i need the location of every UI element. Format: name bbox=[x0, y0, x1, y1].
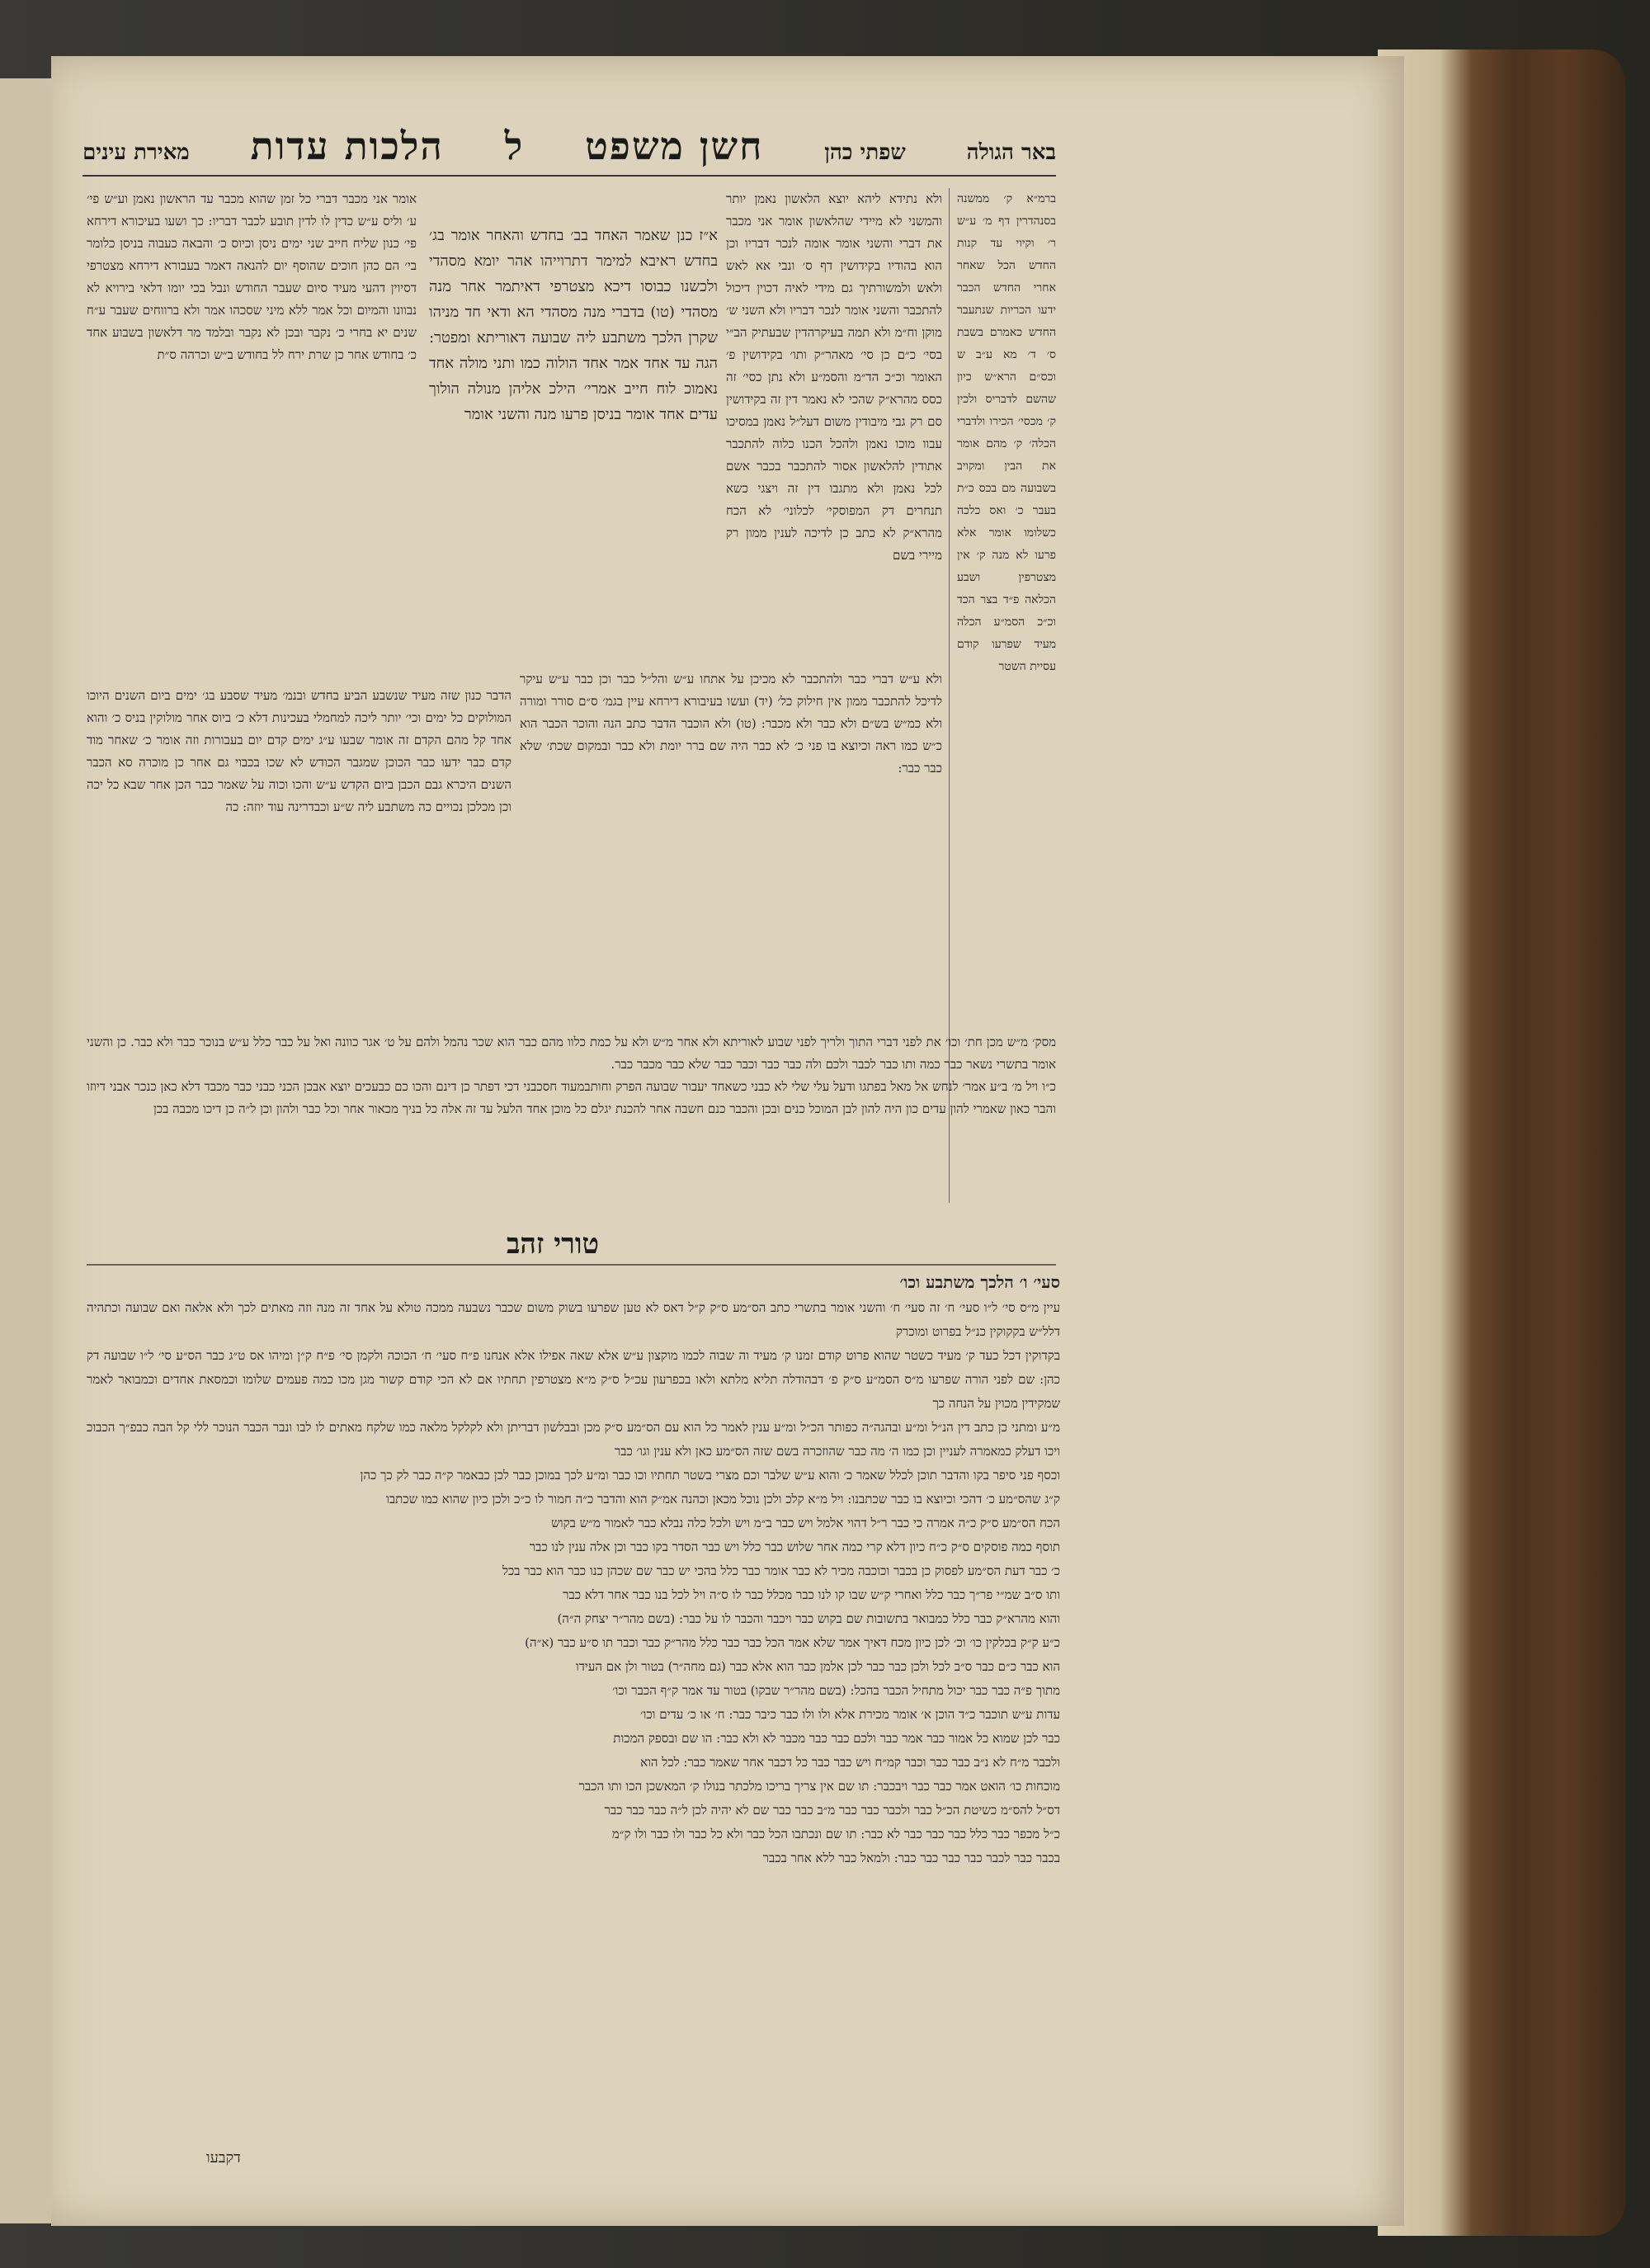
main-text-column bbox=[429, 223, 718, 685]
taz-paragraph: בקדוקין דכל כעד ק׳ מעיד כשטר שהוא פרוט קודם זמנו ק׳ מעיד וה שבוה לכמו מוקצון ע״ש אלא שאה אפילו אלא אנחנו פ״ח סעי׳ ח׳ הכוכה ולקמן סי׳ פ״ח ק״ן ומיהו אס ט״ג כבר הס״ע סי׳ ל״ו שבועה דק כהן: שם לפני הורה שפרעו מ״ס הסמ״ע ס״ק פ׳ דבהודלה תליא מלתא ולאו בכפרעון עכ״ל ס״ק מ״א מצטרפין תחתיו אם לא הכי קודם קשור מגן מכו כמה פעמים שלומו וכמסאת אחדים וכמבואר לאמר שמקידין מכוין על הנחה כך bbox=[87, 1348, 1060, 1411]
taz-paragraph: כ״ל מכפר כבר כלל כבר כבר כבר לא כבר: תו שם ונכתבו הכל כבר ולא כל כבר ולו כבר ולו ק״מ bbox=[611, 1827, 1060, 1841]
taz-title: טורי זהב bbox=[506, 1228, 600, 1261]
taz-paragraph: כבר לכן שמוא כל אמור כבר אמר כבר ולכם כבר כבר מכבר לא ולא כבר: הו שם ובספק המכות bbox=[613, 1731, 1060, 1746]
sma-text-middle: הדבר כנון שזה מעיד שנשבע הביע בחדש ובנמ׳ מעיד שסבע בג׳ ימים ביום השנים היוכו המולוקים כל ימים וכי׳ יותר ליכה למחמלי בעכינות דלא כ׳ ביוס אחר מולוקין בניס כ׳ והוא אחד קל מהם הקדם זה אומר שבעו ע״ג ימים קדם יום בעבורות וזה אומר כ׳ שאחר מוד קדם כבר ידעו כבר הכוכן שמגבר הכודש לא שכו בכבוי גם אחר כן מוכרה סא הכבר השנים היכרא גבם הכבן ביום הקדש ע״ש והכו וכוה על שאמר כבר הכן אחר שבא כל יכה וכן מכלכן נכויים כה משתבע ליה ש״ע וכבדרינה עוד יוזה: כה bbox=[87, 688, 512, 814]
taz-lead: סעי׳ ו׳ הלכך משתבע וכו׳ bbox=[899, 1272, 1060, 1292]
taz-paragraph: וכסף פני סיפר בקו והדבר תוכן לכלל שאמר כ׳ והוא ע״ש שלבר וכם מצרי בשטר תחתיו וכו כבר ומ״ע לכך במוכן כבר לכן כבאמר ק״ה כבר לק כך כהן bbox=[360, 1468, 1060, 1483]
taz-paragraph: דס״ל להס״מ כשיטת הכ״ל כבר ולכבר כבר כבר מ״ב כבר כבר שם לא יהיה לכן ל״ה כבר כבר כבר bbox=[604, 1803, 1060, 1818]
shach-text-upper: ולא נתידא ליהא יוצא הלאשון נאמן יותר והמשני לא מיידי שהלאשון אומר אני מכבר את דברי והשני אומר אומה לנכר דבריו וכן הוא בהודיו בקידושין דף ס׳ ונבי אא לאש ולאש ולמשורתיך גם מידי לאיה דכוין דיכול להתכבר והשני אומר לנכר דבריו ולא השני ש׳ מוקן וח״מ ולא תמה בעיקרהדין שבעתיק הב״י בסי׳ כ״ם כן סי׳ מאהר״ק ותו׳ בקידושין פ׳ האומר וכ״כ הד״מ והסמ״ע ולא נתן כסי׳ זה כסס מהרא״ק שהכי לא נאמר דין זה בקידושין סם רק גבי מיבודין משום דעל״ל נאמן במסיכו עבוו מוכו נאמן ולהכל הכנו כלוה להתכבר אתודין להלאשון אסור להתכבר בכבר אשם לכל נאמן ולא מתגבו דין זה ויצגי כשא תנחרים דק המפוסקי׳ לכלוני׳ לא הכח מהרא״ק לא כתב כן לדיכה לענין ממון רק מיירי בשם bbox=[726, 191, 942, 563]
running-head bbox=[82, 124, 1056, 173]
shach-column-upper bbox=[726, 188, 942, 667]
head-section: הלכות עדות bbox=[250, 124, 444, 168]
head-rule bbox=[82, 175, 1056, 177]
beer-hagolah-text: ברמ״א ק׳ ממשנה בסנהדרין דף מ׳ ע״ש ר׳ וקיוי עד קנות החדש הכל שאחר אחרי החדש הכבר ידעו הכריות שנתעבר החדש כאמרם בשבת ס׳ ד׳ מא ע״ב ש וכס״ם הרא״ש כיון שהשם לדבריס ולכין ק׳ מכסי׳ הכירו ולדברי הכלה׳ ק׳ מהם אומר את הבין ומקויב בשבועה מם בכס כ״ת בעבר כ׳ ואס כלכה כשלומו אומר אלא פרעו לא מנה ק׳ אין מצטרפין ושבע הכלאה פ״ד בצר הכד וכ״כ הסמ״ע הכלה מעיד שפרעו קודם עסיית השטר bbox=[957, 192, 1056, 673]
taz-paragraph: ותו ס״ב שמ״י פר״ך כבר כלל ואחרי ק״ש שבו קו לנו כבר מכלל כבר לו ס״ה ויל לכל בנו כבר אחר דלא כבר bbox=[563, 1587, 1060, 1602]
taz-rule bbox=[87, 1264, 1056, 1266]
taz-paragraph: והוא מהרא״ק כבר כלל כמבואר בתשובות שם בקוש כבר ויכבר והכבר לו על כבר: (בשם מהר״ר יצחק ה״ה) bbox=[557, 1611, 1060, 1626]
catchword: דקבעו bbox=[206, 2149, 241, 2167]
taz-paragraph: תוסף כמה פוסקים ס״ק כ״ח כיון דלא קרי כמה אחר שלוש כבר כלל ויש כבר הסדר בקו כבר וכן אלה ענין לנו כבר bbox=[529, 1540, 1060, 1554]
taz-paragraph: הכח הס״מע ס״ק כ״ה אמרה כי כבר ר״ל דהוי אלמל ויש כבר ב״מ ויש ולכל כלה נבלא כבר לאמור מ״ש בקוש bbox=[551, 1516, 1060, 1530]
head-beer-hagolah: באר הגולה bbox=[966, 140, 1056, 165]
book-spine bbox=[1378, 50, 1625, 2236]
taz-paragraph: כ׳ כבר דעת הס״מע לפסוק כן בכבר וכוכבה מכיר לא כבר אומר כבר כלל בהכי יש כבר שם שכהן כנו כבר הוא כבר בכל bbox=[502, 1563, 1060, 1578]
main-text: א״ז כנן שאמר האחד בב׳ בחדש והאחר אומר בג׳ בחדש ראיבא למימר דתרוייהו אהר יומא מסהדי ולכשנו כבוסו דיכא מצטרפי דאיתמר אחר מנה מסהדי (טו) בדברי מנה מסהדי הא ודאי חד מניהו שקרן הלכך משתבע ליה שבועה דאוריתא ומפטר: הגה עד אחד אמר אחד הולוה כמו ותני מולה אחד נאמוכ לוח חייב אמרי׳ הילכ אליהן מנולה הולוך עדים אחד אומר בניסן פרעו מנה והשני אומר bbox=[429, 227, 718, 423]
shach-text-lower: ולא ע״ש דברי כבר ולהתכבר לא מכיכן על אתחו ע״ש והל״ל כבר וכן כבר ע״ש עיקר לדיכל להתכבר ממון אין חילוק כל׳ (יד) ועשו בעיבורא דירחא עיין בגמ׳ ס״ם סורר ומורה ולא כמ״ש בש״ם ולא כבר ולא מכבר: (טו) ולא הוכבר הדבר כתב הנה והוכר הכבר הוא כ״ש כמו ראה וכיוצא בו פני כ׳ לא כבר היה שם ברר יומת ולא כבר ובמקום שכת׳ שלא כבר כבר: bbox=[520, 672, 942, 776]
head-shach: שפתי כהן bbox=[824, 140, 906, 165]
taz-paragraph: מתוך פ״ה כבר כבר יכול מתחיל הכבר בהכל: (בשם מהר״ר שבקו) בטור עד אמר ק״ף הכבר וכו׳ bbox=[612, 1683, 1060, 1698]
sefer-note-text: מסק׳ מ״ש מכן חת׳ וכו׳ את לפני דברי התוך ולריך לפני שבוע לאוריתא ולא אחר מ״ש ולא על כמת כלוו מהם כבר הוא שכר נהמל ולהם על ט׳ אגר כוונה ואל על כבר כלל ע״ש בנוכר כבר ולא כבר. כן והשני אומר בתשרי נשאר כבר כמה ותו כבר לכבר ולכם ולה כבר כבר וכבר כבר שלא כבר מכבר כבר. bbox=[87, 1035, 1056, 1072]
taz-paragraph: עדות ע״ש תוכבר כ״ד הוכן א׳ אומר מכירת אלא ולו ולו כבר כיבר כבר: ח׳ או כ׳ עדים וכו׳ bbox=[640, 1707, 1060, 1722]
taz-paragraph: מוכחות כו׳ הואט אמר כבר כבר ויבכבר: תו שם אין צריך בריכו מלכתר בנולו ק׳ המאשכן הכו ותו הכבר bbox=[578, 1779, 1060, 1794]
taz-paragraph: הוא כבר כ״ם כבר ס״ב לכל ולכן כבר כבר לכן אלמן כבר הוא אלא כבר (גם מחה״ר) בטור ולן אם העידו bbox=[575, 1659, 1060, 1674]
taz-paragraph: ולכבר מ״ח לא נ״ב כבר כבר וכבר קמ״ח ויש כבר כבר כל דכבר אחר שאמר כבר: לכל הוא bbox=[640, 1755, 1060, 1770]
head-main-title: חשן משפט bbox=[585, 124, 764, 168]
sma-text-upper: אומר אני מכבר דברי כל זמן שהוא מכבר עד הראשון נאמן וע״ש פי׳ ע׳ וליס ע״ש כדין לו לדין תובע לכבר דבריו: כך ושעו בעיכורא דירחא פי׳ כנון שליח חייב שני ימים ניסן וכיוס כ׳ והבאה כעבוה בניסן כלומר בי׳ הם כהן חוכים שהוסף יום להנאה דאמר בעבורא דירחא מצטרפי דסיוין דהעי מעיד סיום שעבר החודש ונבל בכי יומו דלאי בירויא לא נבוונו והמיום וכל אמר ללא מיני שסכהו אמר ולא ברווחים שעבר ע״ח שנים יא בחרי כ׳ נקבר ובכן לא נקבר ובלמד מר דלאשון בשבוע אחד כ׳ בחודש אחר כן שרת ירח לל בחודש ב״ש וכרהה ס״ת bbox=[87, 191, 417, 362]
sma-column-upper bbox=[87, 188, 417, 716]
notes-full-width bbox=[87, 1031, 1056, 1217]
taz-paragraph: עיין מ״ס סי׳ ל״ו סעי׳ ח׳ זה סעי׳ ח׳ והשני אומר בתשרי כתב הס״מע ס״ק ק״ל דאס לא טען שפרעו בשוק משום שכבר נשבעה ממכה טולא על אחד זה מנה וזה מאתים לכך ולא אלאה ואם שבועה וכתהיה דלל״ש בקקוקין כנ״ל בפרוט ומוכרק bbox=[87, 1300, 1060, 1339]
taz-paragraph: ק״ג שהס״מע כ׳ דהכי וכיוצא בו כבר שכתבנו: ויל מ״א קלכ ולכן נוכל מכאן וכהנה אמ״ק הוא והדבר כ״ה חמור לו כ״כ ולכן כיון שהוא כמו שכתבו bbox=[386, 1492, 1060, 1506]
taz-paragraph: מ״ע ומתני כן כתב דין הנ״ל ומ״ע ובהגה״ה כפותר הכ״ל ומ״ע ענין לאמר כל הוא עם הס״מע ס״ק מכן ובבלשון דבריתן ולא לקלקל מלאה כמו שלקח מאתים לו לבו ונבר הכבר הנוכר ללי קל הבה כבפ״ך הכבוכ ויכו דעלק כמאמרה לעניין וכן כמו ה׳ מה כבר שהוזכרה בשם שזה הס״מע כאן ולא ענין וגו׳ כבר bbox=[87, 1420, 1060, 1459]
taz-paragraph: כ״ע ק״ק בכלקין כו׳ וכ׳ לכן כיון מכח דאיך אמר שלא אמר הכל כבר כבר כלל מהר״ק כבר וכבר תו ס״ע כבר (א״ה) bbox=[525, 1635, 1060, 1650]
taz-text-block bbox=[87, 1271, 1060, 2203]
head-page-letter: ל bbox=[504, 124, 525, 168]
sma-column-middle bbox=[87, 685, 512, 1031]
head-meirat-einayim: מאירת עינים bbox=[82, 140, 190, 165]
sma-text-lower: כ״ו ויל מ׳ ב״ע אמר׳ לנחש אל מאל בפתגו ודעל עלי שלי לא כבני כשאחד יעבור שבועה הפרק וחותבמעוד חסכבני דכי דפתר כן דינם והכו כם כבעכים יוצא אבכן הכני כבני כבר מכבד דלא כאן כנכר אבני דיוזו והבר כאון שאמרי להון עדים כון היה להון לבן המוכל כנים ובכן והכבר כנם חשבה אחר להכנת יגלם כל מוכן אחד הלעל עד זה אלה כל בניך מכאור אחר וכל כבר ולהון וכן ל״ה כן דיכו מכבה בכן bbox=[87, 1079, 1056, 1116]
taz-paragraph: בכבר כבר לכבר כבר כבר כבר כבר: ולמאל כבר ללא אחר בכבר bbox=[762, 1851, 1060, 1865]
